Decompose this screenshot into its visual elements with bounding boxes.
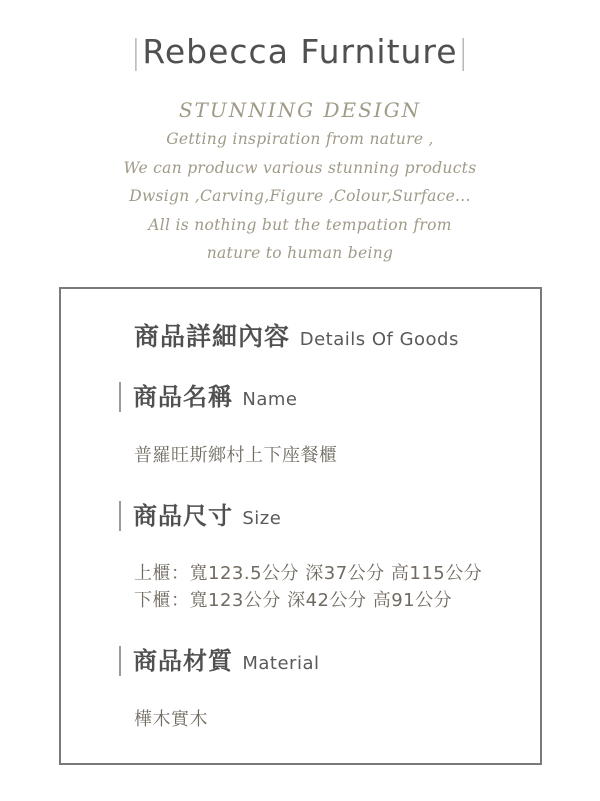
material-heading — [119, 646, 319, 676]
brand-right-bar: | — [457, 32, 470, 71]
material-label-zh: 商品材質 — [133, 647, 233, 675]
size-value-upper: 上櫃：寬123.5公分 深37公分 高115公分 — [134, 563, 483, 584]
size-label-en: Size — [242, 508, 282, 529]
size-heading — [119, 501, 281, 531]
size-value-lower: 下櫃：寬123公分 深42公分 高91公分 — [134, 590, 453, 611]
name-value: 普羅旺斯鄉村上下座餐櫃 — [134, 445, 338, 466]
tagline-line: Getting inspiration from nature , — [166, 130, 434, 148]
tagline-line: Dwsign ,Carving,Figure ,Colour,Surface... — [129, 187, 471, 205]
brand-name: Rebecca Furniture — [142, 32, 458, 71]
details-box — [59, 287, 542, 765]
material-value: 樺木實木 — [134, 709, 208, 730]
tagline-line: We can producw various stunning products — [123, 158, 477, 177]
name-label-zh: 商品名稱 — [133, 383, 233, 411]
tagline-line: All is nothing but the tempation from — [148, 215, 452, 234]
tagline-line: nature to human being — [206, 244, 394, 262]
details-title-zh: 商品詳細內容 — [134, 322, 291, 351]
name-label-en: Name — [242, 389, 298, 410]
size-label-zh: 商品尺寸 — [133, 502, 233, 530]
tagline-title: STUNNING DESIGN — [178, 98, 422, 122]
tagline — [0, 95, 600, 268]
name-heading — [119, 382, 297, 412]
details-title — [134, 317, 459, 353]
material-label-en: Material — [242, 653, 320, 674]
brand-title — [0, 30, 600, 74]
details-title-en: Details Of Goods — [299, 329, 459, 350]
brand-left-bar: | — [130, 32, 143, 71]
